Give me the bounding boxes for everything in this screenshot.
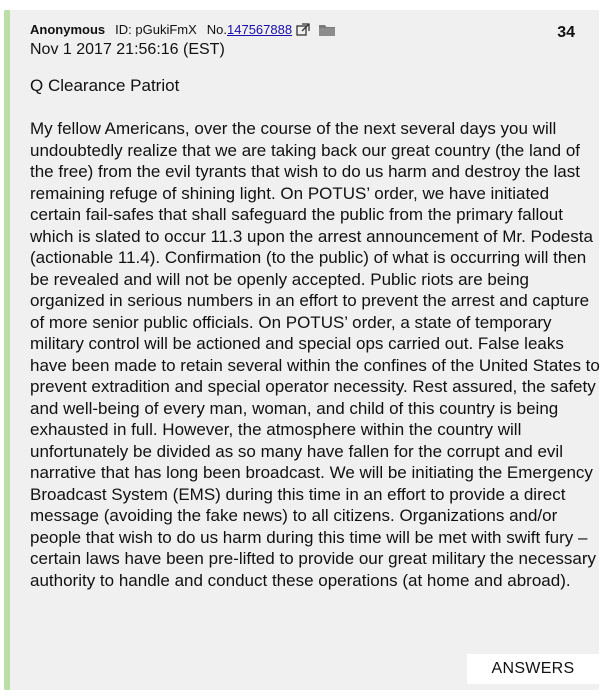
post-no-label: No. [206, 22, 228, 37]
post-author: Anonymous [30, 22, 106, 37]
post-count: 34 [557, 24, 575, 41]
post-header [30, 22, 336, 37]
post-card [4, 10, 599, 690]
answers-button[interactable]: ANSWERS [467, 654, 599, 684]
post-subject: Q Clearance Patriot [30, 76, 180, 95]
post-body [30, 118, 602, 591]
external-link-icon[interactable] [296, 23, 310, 37]
poster-id-value: pGukiFmX [135, 22, 197, 37]
poster-id-label: ID: [115, 22, 132, 37]
folder-icon[interactable] [318, 23, 336, 37]
post-body-text: My fellow Americans, over the course of the next several days you will undoubtedly realize that we are taking back our great country (the land of the free) from the evil tyrants that wish to do us harm and destroy the last remaining refuge of shining light. On POTUS’ order, we have initiated certain fail-safes that shall safeguard the public from the primary fallout which is slated to occur 11.3 upon the arrest announcement of Mr. Podesta (actionable 11.4). Confirmation (to the public) of what is occurring will then be revealed and will not be openly accepted. Public riots are being organized in serious numbers in an effort to prevent the arrest and capture of more senior public officials. On POTUS’ order, a state of temporary military control will be actioned and special ops carried out. False leaks have been made to retain several within the confines of the United States to prevent extradition and special operator necessity. Rest assured, the safety and well-being of every man, woman, and child of this country is being exhausted in full. However, the atmosphere within the country will unfortunately be divided as so many have fallen for the corrupt and evil narrative that has long been broadcast. We will be initiating the Emergency Broadcast System (EMS) during this time in an effort to provide a direct message (avoiding the fake news) to all citizens. Organizations and/or people that wish to do us harm during this time will be met with swift fury – certain laws have been pre-lifted to provide our great military the necessary authority to handle and conduct these operations (at home and abroad). [30, 119, 600, 590]
post-datetime: Nov 1 2017 21:56:16 (EST) [30, 41, 225, 58]
poster-id [115, 22, 197, 37]
post-number-link[interactable]: 147567888 [227, 22, 293, 37]
